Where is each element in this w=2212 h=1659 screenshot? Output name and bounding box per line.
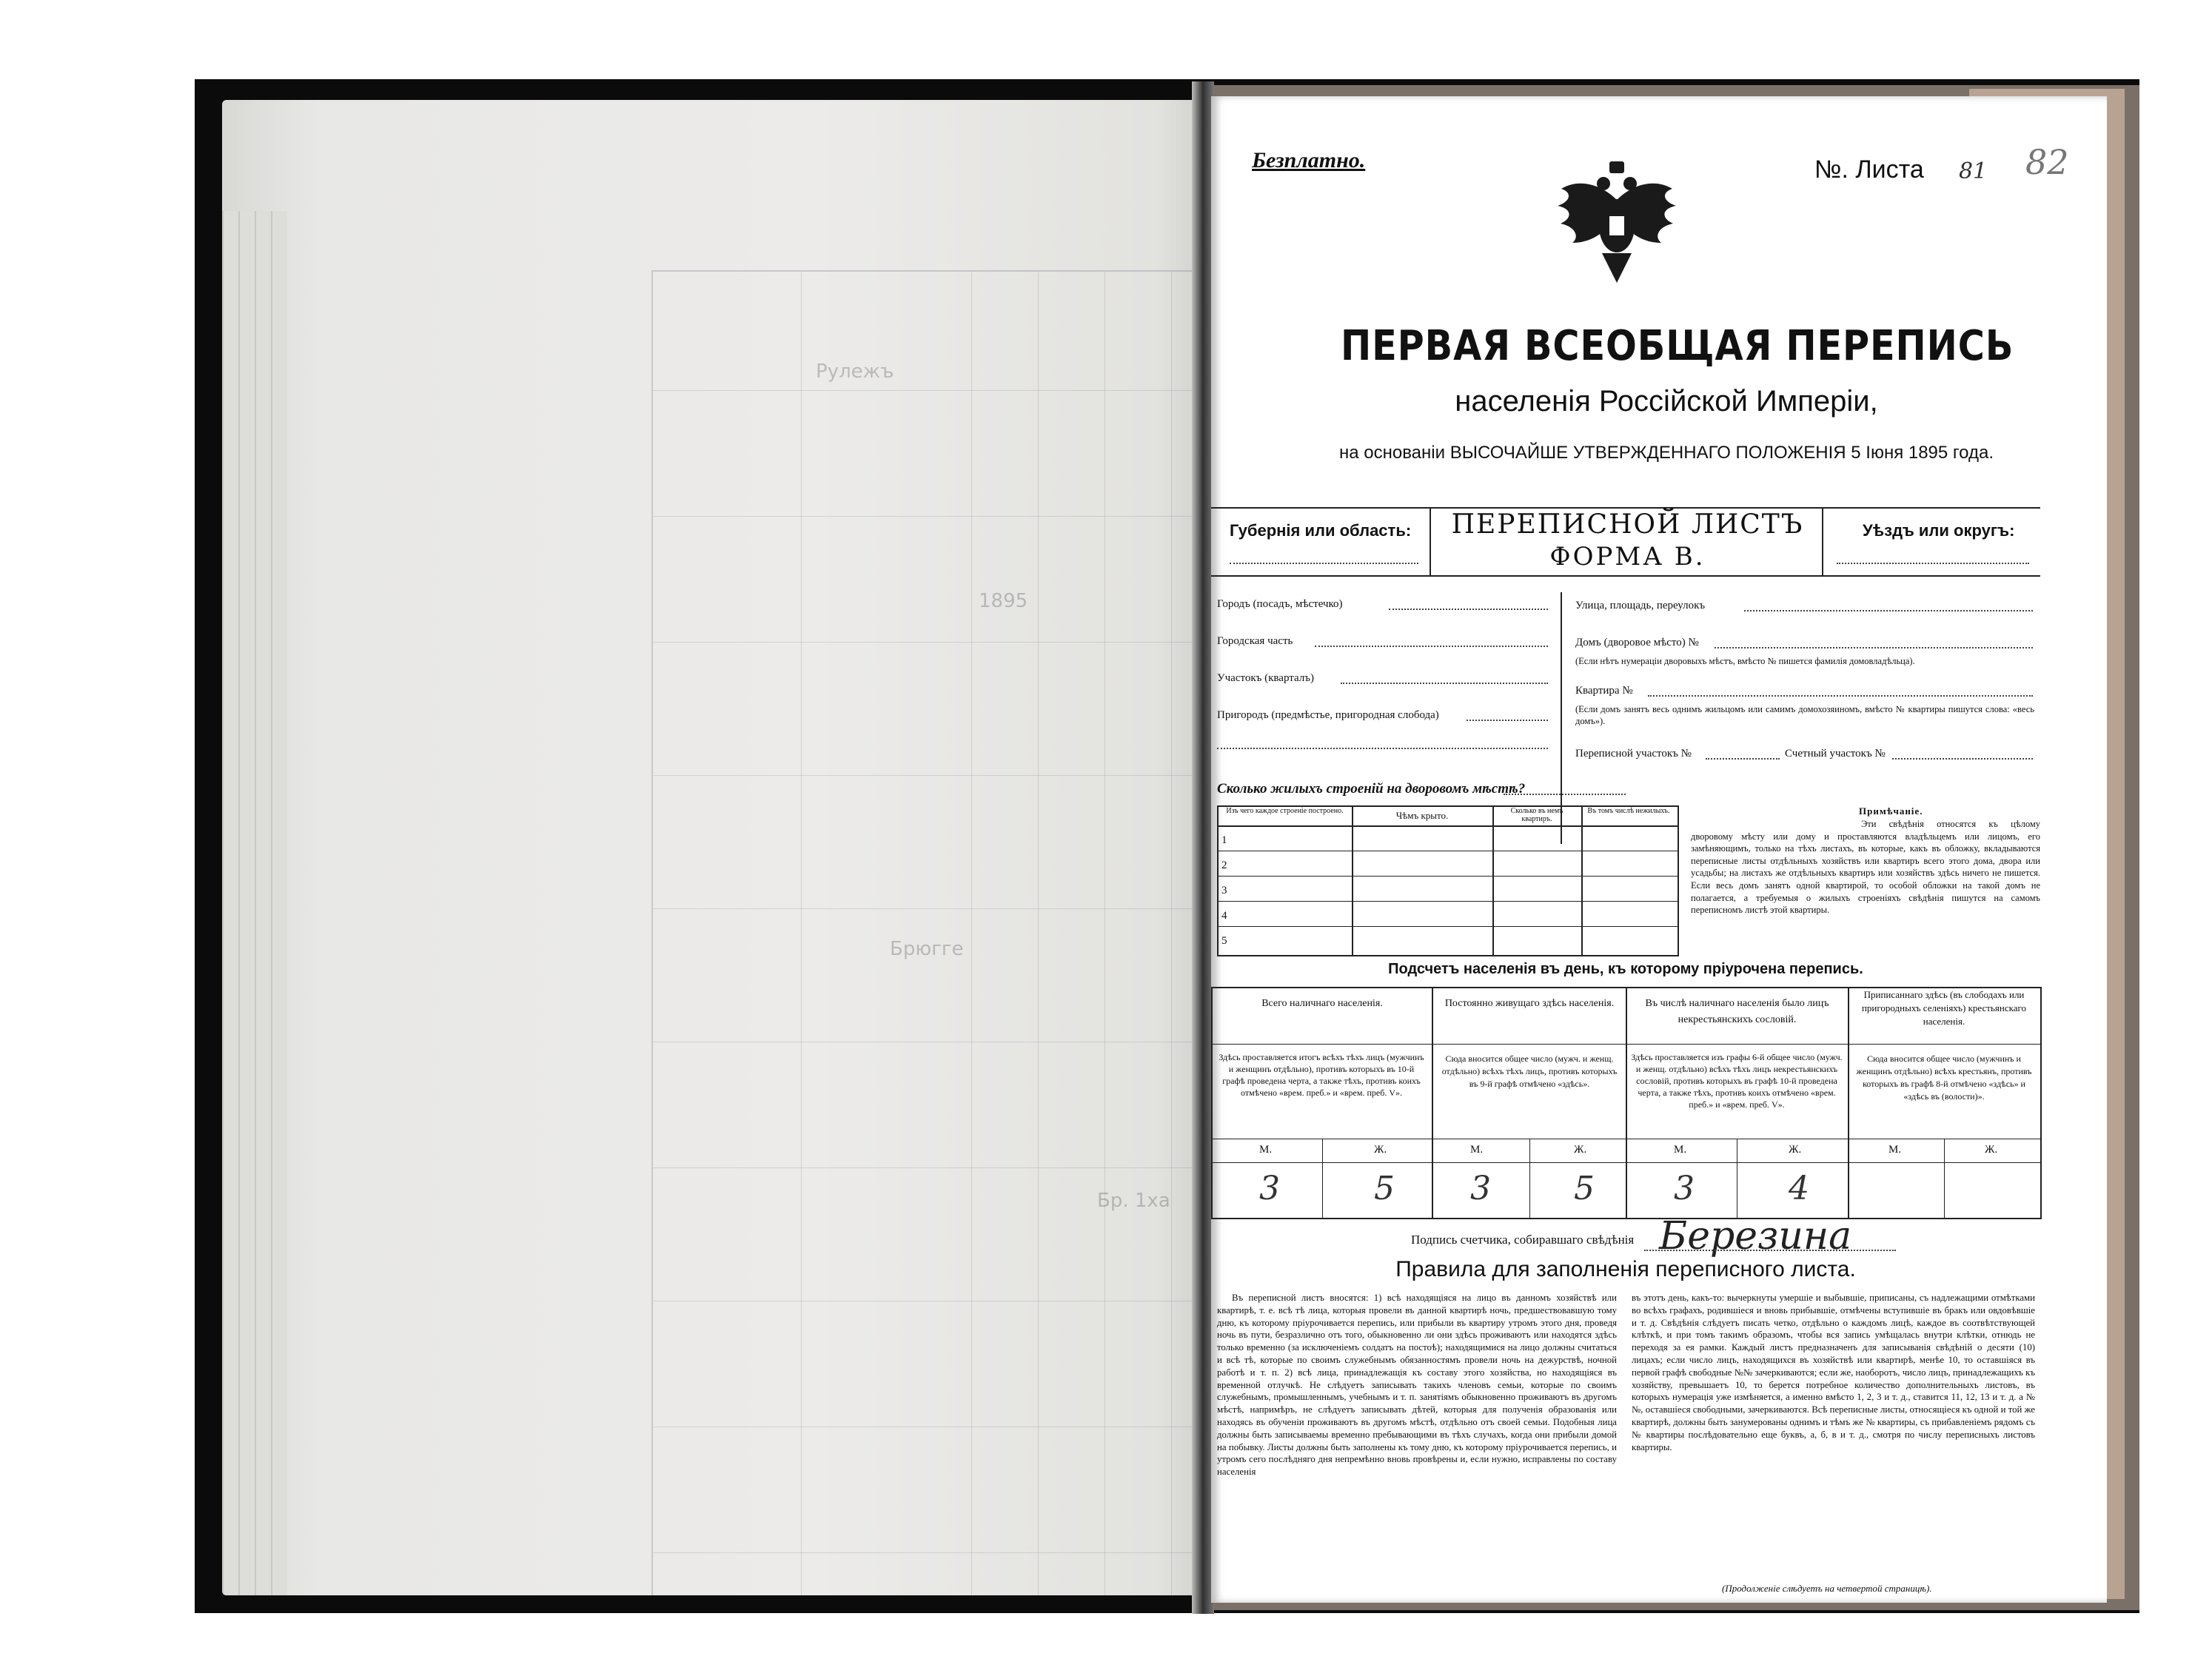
- total-nonpeasant-male: 3: [1674, 1170, 1695, 1207]
- address-house: Домъ (дворовое мѣсто) №: [1575, 637, 1699, 648]
- totals-female-label: Ж.: [1574, 1144, 1587, 1156]
- ghost-mark: Брюгге: [890, 938, 964, 960]
- totals-female-label: Ж.: [1374, 1144, 1387, 1156]
- totals-head-peasant: Приписаннаго здѣсь (въ слободахъ или пригородныхъ селеніяхъ) крестьянскаго населенія.: [1861, 989, 2027, 1027]
- page-stack-edge: [255, 211, 271, 1595]
- totals-text-peasant: Сюда вносится общее число (мужчинъ и женщинъ отдѣльно) всѣхъ крестьянъ, противъ которыхъ въ графѣ 8-й отмѣчено «здѣсь» и «здѣсь въ (волости)».: [1856, 1053, 2032, 1102]
- buildings-row-number: 3: [1221, 885, 1227, 896]
- rules-right-column: въ этотъ день, какъ-то: вычеркнуты умершіе и выбывшіе, приписаны, съ надлежащими отмѣтками во всѣхъ графахъ, родившіеся и вновь прибывшіе, отмѣчены вступившіе въ бракъ или овдовѣвшіе и т. д. Свѣдѣнія слѣдуетъ писать четко, отдѣльно о каждомъ лицѣ, каждое въ соотвѣтствующей клѣткѣ, и при томъ такимъ образомъ, чтобы вся запись умѣщалась внутри клѣтки, отнюдь не переходя за ея рамки. Каждый листъ предназначенъ для записыванія свѣдѣній о десяти (10) лицахъ; если число лицъ, находящихся въ хозяйствѣ или квартирѣ, менѣе 10, то оставшіяся въ первой графѣ свободные №№ зачеркиваются; если же, наоборотъ, число лицъ, принадлежащихъ къ хозяйству, превышаетъ 10, то берется потребное количество дополнительныхъ листовъ, въ которыхъ нумерація уже измѣняется, а именно вмѣсто 1, 2, 3 и т. д., ставится 11, 12, 13 и т. д. а №№, оставшіеся свободными, зачеркиваются. Всѣ переписные листы, относящіеся къ одной и той же квартирѣ, должны быть занумерованы однимъ и тѣмъ же № квартиры, съ прибавленіемъ рядомъ съ № квартиры послѣдовательно еще буквъ, а, б, в и т. д., смотря по числу переписныхъ листовъ квартиры.: [1632, 1293, 2035, 1452]
- address-precinct: Участокъ (кварталъ): [1217, 672, 1315, 684]
- buildings-row-number: 5: [1221, 935, 1227, 947]
- address-suburb: Пригородъ (предмѣстье, пригородная слобода): [1217, 709, 1439, 721]
- free-label: Безплатно.: [1252, 148, 1366, 172]
- totals-female-label: Ж.: [1789, 1144, 1802, 1156]
- buildings-row-number: 4: [1221, 910, 1227, 922]
- district-label: Уѣздъ или округъ:: [1863, 521, 2015, 540]
- buildings-header-material: Изъ чего каждое строеніе построено.: [1226, 807, 1344, 815]
- bleed-through-table: [651, 270, 1207, 1595]
- totals-female-label: Ж.: [1985, 1144, 1998, 1156]
- form-name: ПЕРЕПИСНОЙ ЛИСТЪ: [1451, 509, 1804, 540]
- census-basis: на основаніи ВЫСОЧАЙШЕ УТВЕРЖДЕННАГО ПОЛОЖЕНІЯ 5 Іюня 1895 года.: [1338, 443, 1994, 463]
- rules-continued: (Продолженіе слѣдуетъ на четвертой страницѣ).: [1722, 1583, 1932, 1594]
- rules-left-column: Въ переписной листъ вносятся: 1) всѣ находящіяся на лицо въ данномъ хозяйствѣ или квартирѣ, т. е. всѣ тѣ лица, которыя провели въ данной квартирѣ ночь, предшествовавшую тому дню, къ которому пріурочивается перепись, или прибыли въ квартиру утромъ этого дня, проведя ночь въ пути, безразлично отъ того, обыкновенно ли они здѣсь проживаютъ или находятся здѣсь только временно (за исключеніемъ солдатъ на постоѣ); находящимися на лицо должны считаться и всѣ тѣ, которые по своимъ служебнымъ обязанностямъ провели ночь на дежурствѣ, ночной работѣ и т. п. 2) всѣ лица, принадлежащія къ составу этого хозяйства, но находящіяся въ временной отлучкѣ. Не слѣдуетъ записывать такихъ членовъ семьи, которые по своимъ служебнымъ, промышленнымъ, учебнымъ и т. п. занятіямъ обыкновенно проживаютъ въ другомъ мѣстѣ, напримѣръ, не слѣдуетъ записывать дѣтей, которыя для полученія образованія или находясь въ обученіи проживаютъ въ другомъ мѣстѣ, отдѣльно отъ своей семьи. Подобныя лица должны быть записываемы временно пребывающими въ тѣхъ случахъ, когда они прибыли домой на побывку. Листы должны быть заполнены къ тому дню, къ которому пріурочивается перепись, и утромъ сего послѣдняго дня непремѣнно вновь провѣрены и, если нужно, исправлены по составу населенія: [1217, 1293, 1617, 1478]
- buildings-row-number: 1: [1221, 834, 1227, 846]
- sheet-number-label: №. Листа: [1814, 155, 1924, 184]
- totals-head-nonpeasant: Въ числѣ наличнаго населенія было лицъ некрестьянскихъ сословій.: [1645, 998, 1829, 1025]
- buildings-table: [1217, 805, 1679, 956]
- imperial-eagle-icon: [1550, 155, 1683, 285]
- ghost-mark: Рулежъ: [816, 361, 894, 383]
- page-stack-edge: [238, 211, 255, 1595]
- totals-text-permanent: Сюда вносится общее число (мужч. и женщ. отдѣльно) всѣхъ тѣхъ лицъ, противъ которыхъ въ 9-й графѣ отмѣчено «здѣсь».: [1441, 1053, 1618, 1089]
- total-nonpeasant-female: 4: [1789, 1170, 1809, 1207]
- rules-title: Правила для заполненія переписного листа.: [1395, 1257, 1856, 1281]
- total-permanent-male: 3: [1470, 1170, 1491, 1207]
- buildings-header-apartments: Сколько въ немъ квартиръ.: [1510, 807, 1564, 823]
- address-apartment-note: (Если домъ занятъ весь однимъ жильцомъ или самимъ домохозяиномъ, вмѣсто № квартиры пишутся слова: «весь домъ»).: [1575, 704, 2034, 726]
- address-street: Улица, площадь, переулокъ: [1575, 600, 1706, 611]
- signature-value: Березина: [1659, 1214, 1852, 1259]
- address-house-note: (Если нѣтъ нумераціи дворовыхъ мѣстъ, вмѣсто № пишется фамилія домовладѣльца).: [1575, 656, 1915, 666]
- totals-text-nonpeasant: Здѣсь проставляется изъ графы 6-й общее число (мужч. и женщ. отдѣльно) всѣхъ тѣхъ лицъ некрестьянскихъ сословій, противъ которыхъ въ графѣ 10-й проведена черта, а также тѣхъ, противъ коихъ отмѣчено «врем. преб.» и «врем. преб. V».: [1631, 1052, 1843, 1110]
- sheet-number-corner: 82: [2025, 142, 2069, 182]
- totals-head-permanent: Постоянно живущаго здѣсь населенія.: [1444, 998, 1615, 1009]
- total-present-female: 5: [1374, 1170, 1395, 1207]
- totals-title: Подсчетъ населенія въ день, къ которому пріурочена перепись.: [1388, 961, 1863, 977]
- sheet-number-value: 81: [1959, 158, 1988, 184]
- totals-male-label: М.: [1259, 1144, 1273, 1156]
- signature-label: Подпись счетчика, собиравшаго свѣдѣнія: [1411, 1233, 1635, 1247]
- address-count-district: Счетный участокъ №: [1785, 748, 1886, 760]
- left-page: [222, 100, 1207, 1595]
- total-permanent-female: 5: [1574, 1170, 1595, 1207]
- ghost-mark: 1895: [979, 590, 1028, 612]
- buildings-question: Сколько жилыхъ строеній на дворовомъ мѣстѣ?: [1217, 781, 1526, 797]
- totals-text-present: Здѣсь проставляется итогъ всѣхъ тѣхъ лицъ (мужчинъ и женщинъ отдѣльно), противъ которыхъ въ 10-й графѣ проведена черта, а также тѣхъ, противъ коихъ отмѣчено «врем. преб.» и «врем. преб. V».: [1219, 1052, 1424, 1098]
- form-type: ФОРМА В.: [1549, 542, 1706, 572]
- address-census-district: Переписной участокъ №: [1575, 748, 1692, 760]
- buildings-note: Эти свѣдѣнія относятся къ цѣлому дворовому мѣсту или дому и проставляются владѣльцемъ или лицомъ, его замѣняющимъ, только на тѣхъ листахъ, въ которые, какъ въ обложку, вкладываются переписные листы отдѣльныхъ хозяйствъ или квартиръ всего этого дома, двора или усадьбы; на листахъ же отдѣльныхъ квартиръ или хозяйствъ здѣсь ничего не пишется. Если весь домъ занятъ одной квартирой, то особой обложки на такой домъ не полагается, а требуемыя о жилыхъ строеніяхъ свѣдѣнія пишутся на самомъ переписномъ листѣ этой квартиры.: [1691, 819, 2040, 916]
- totals-male-label: М.: [1674, 1144, 1687, 1156]
- buildings-header-nonresidential: Въ томъ числѣ нежилыхъ.: [1587, 807, 1670, 815]
- ghost-mark: Бр. 1ха: [1097, 1190, 1170, 1212]
- totals-head-present: Всего наличнаго населенія.: [1261, 998, 1383, 1009]
- address-city-part: Городская часть: [1217, 635, 1293, 647]
- total-present-male: 3: [1259, 1170, 1280, 1207]
- totals-male-label: М.: [1470, 1144, 1484, 1156]
- buildings-header-roof: Чѣмъ крыто.: [1395, 810, 1449, 821]
- page-stack-edge: [271, 211, 287, 1595]
- census-title: ПЕРВАЯ ВСЕОБЩАЯ ПЕРЕПИСЬ: [1341, 322, 2014, 370]
- census-form-page: [1211, 96, 2107, 1603]
- census-subtitle: населенія Россійской Имперіи,: [1455, 385, 1878, 418]
- buildings-note-title: Примѣчаніе.: [1859, 805, 1923, 817]
- totals-male-label: М.: [1888, 1144, 1902, 1156]
- page-stack-edge: [222, 211, 238, 1595]
- buildings-row-number: 2: [1221, 859, 1227, 871]
- address-city: Городъ (посадъ, мѣстечко): [1217, 598, 1343, 610]
- province-label: Губернія или область:: [1230, 521, 1412, 540]
- address-apartment: Квартира №: [1575, 685, 1633, 697]
